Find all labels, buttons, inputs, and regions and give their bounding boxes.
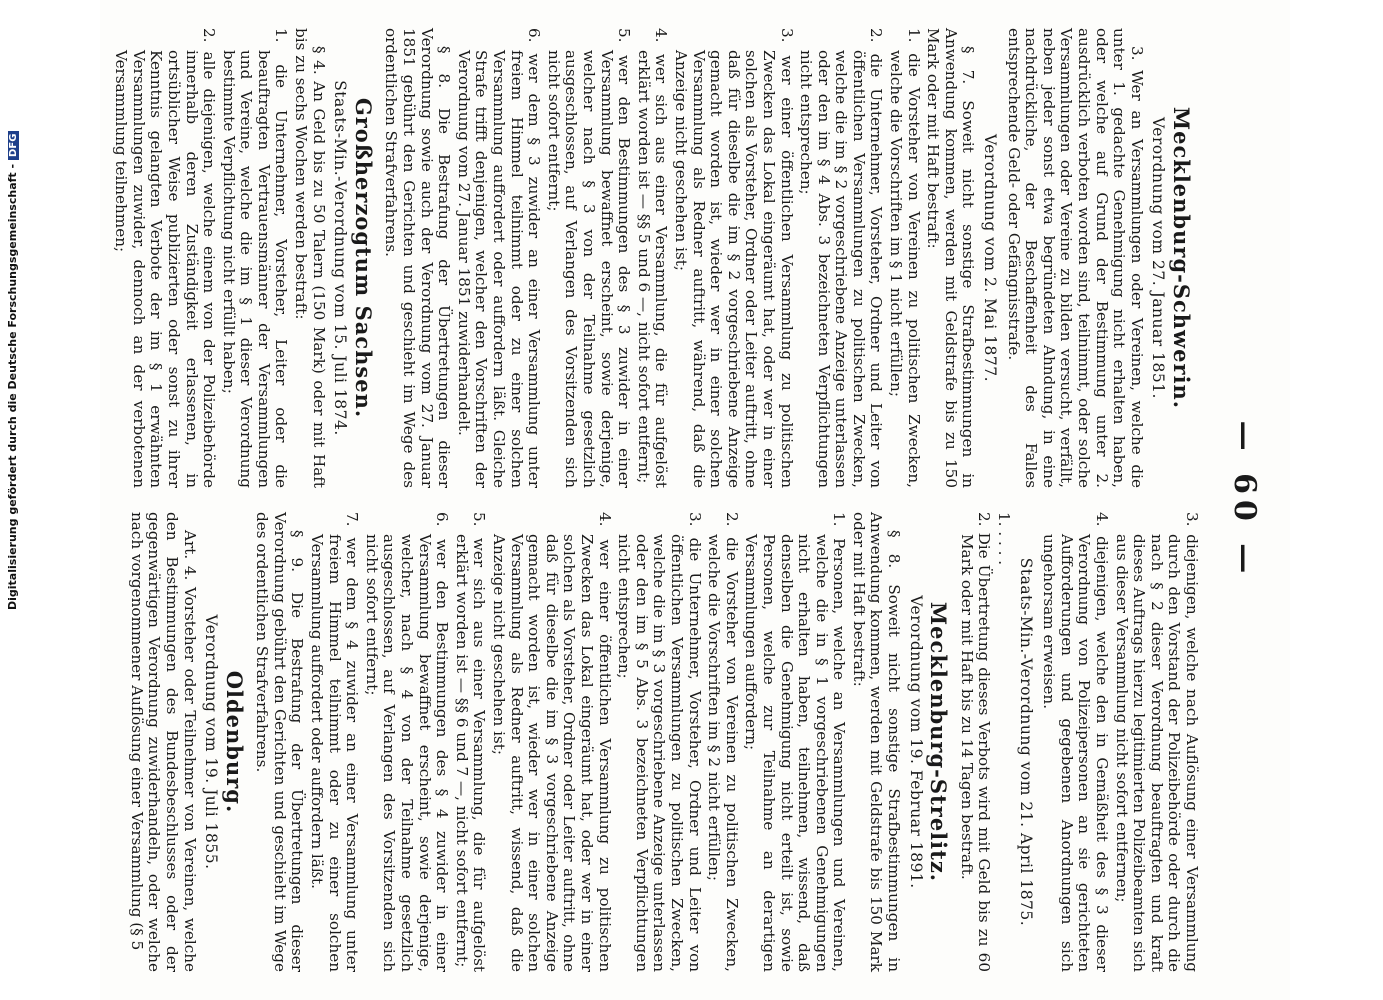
credit-text: Digitalisierung gefördert durch die Deutsche Forschungsgemeinschaft -: [6, 163, 19, 610]
section-heading: Oldenburg.: [221, 670, 247, 814]
regulation-date: Verordnung vom 2. Mai 1877.: [981, 133, 1000, 383]
list-item: 6. wer dem § 3 zuwider an einer Versammlung unter freiem Himmel teilnimmt oder zu einer solchen Versammlung auffordert oder auffordern läßt. Gleiche Strafe trifft denjenigen, welcher den Vorschriften der Verordnung vom 27. Januar 1851 zuwiderhandelt.: [454, 28, 544, 488]
paragraph: § 9. Die Bestrafung der Übertretungen dieser Verordnung gebührt den Gerichten und geschieht im Wege des ordentlichen Strafverfahrens.: [253, 512, 307, 972]
regulation-date: Staats-Min.-Verordnung vom 21. April 1875.: [1016, 557, 1035, 927]
list-item: 4. wer einer öffentlichen Versammlung zu politischen Zwecken das Lokal eingeräumt hat, oder wer in einer solchen als Vorsteher, Ordner oder Leiter auftritt, ohne daß für dieselbe die im § 3 vorgeschriebene Anzeige gemacht worden ist, wieder wer in einer solchen Versammlung als Redner auftritt, wissend, daß die Anzeige nicht geschehen ist;: [490, 512, 614, 972]
regulation-date: Verordnung vom 19. Februar 1891.: [906, 595, 925, 889]
section-heading: Mecklenburg-Schwerin.: [1169, 106, 1194, 410]
digitization-credit: [6, 131, 19, 610]
list-item: 5. wer sich aus einer Versammlung, die für aufgelöst erklärt worden ist — §§ 6 und 7 —, nicht sofort entfernt;: [452, 512, 489, 972]
dfg-logo: DFG: [8, 131, 19, 160]
regulation-date: Staats-Min.-Verordnung vom 15. Juli 1874.: [331, 80, 350, 436]
paragraph: § 8. Die Bestrafung der Übertretungen dieser Verordnung sowie auch der Verordnung vom 27. Januar 1851 gebührt den Gerichten und geschieht im Wege des ordentlichen Strafverfahrens.: [382, 28, 454, 488]
list-item: 3. wer einer öffentlichen Versammlung zu politischen Zwecken das Lokal eingeräumt hat, oder wer in einer solchen als Vorsteher, Ordner oder Leiter auftritt, ohne daß für dieselbe die im § 2 vorgeschriebene Anzeige gemacht worden ist, wieder wer in einer solchen Versammlung als Redner auftritt, während, daß die Anzeige nicht geschehen ist;: [671, 28, 796, 488]
section-heading: Großherzogtum Sachsen.: [350, 97, 376, 419]
left-column: [110, 28, 1200, 488]
list-item: 6. wer den Bestimmungen des § 4 zuwider in einer Versammlung bewaffnet erscheint, sowie derjenige, welcher, nach § 4 von der Teilnahme gesetzlich ausgeschlossen, auf Verlangen des Vorsitzenden sich nicht sofort entfernt;: [362, 512, 452, 972]
list-item: 2. alle diejenigen, welche einem von der Polizeibehörde innerhalb deren Zuständigkeit erlassenen, in ortsüblicher Weise publizierten oder sonst zu ihrer Kenntnis gelangten Verbote der im § 1 erwähnten Versammlungen zuwider, dennoch an der verbotenen Versammlung teilnehmen;: [112, 28, 219, 488]
list-item: 7. wer dem § 4 zuwider an einer Versammlung unter freiem Himmel teilnimmt oder zu einer solchen Versammlung auffordert oder auffordern läßt.: [308, 512, 362, 972]
list-item: 3. die Unternehmer, Vorsteher, Ordner und Leiter von öffentlichen Versammlungen zu politischen Zwecken, welche die im § 3 vorgeschriebene Anzeige unterlassen oder den im § 5 Abs. 3 bezeichneten Verpflichtungen nicht entsprechen;: [615, 512, 704, 972]
page-number: — 60 —: [1227, 420, 1262, 580]
paragraph: § 8. Soweit nicht sonstige Strafbestimmungen in Anwendung kommen, werden mit Geldstrafe bis 150 Mark oder mit Haft bestraft:: [849, 512, 904, 972]
list-item: 1. die Vorsteher von Vereinen zu politischen Zwecken, welche die Vorschriften im § 1 nicht erfüllen;: [887, 28, 923, 488]
list-item: 2. die Vorsteher von Vereinen zu politischen Zwecken, welche die Vorschriften im § 2 nicht erfüllen;: [705, 512, 741, 972]
paragraph: Art. 4. Vorsteher oder Teilnehmer von Vereinen, welche den Bestimmungen des Bundesbeschlusses oder der gegenwärtigen Verordnung zuwiderhandeln, oder welche nach vorgenommener Auflösung einer Versammlung (§ 5: [127, 512, 199, 972]
list-item: 1. die Unternehmer, Vorsteher, Leiter oder die beauftragten Vertrauensmänner der Versammlungen und Vereine, welche die im § 1 dieser Verordnung bestimmte Verpflichtung nicht erfüllt haben;: [219, 28, 291, 488]
paragraph: § 4. An Geld bis zu 50 Talern (150 Mark) oder mit Haft bis zu sechs Wochen werden bestraft:: [292, 28, 328, 488]
section-heading: Mecklenburg-Strelitz.: [926, 601, 952, 883]
regulation-date: Verordnung vom 19. Juli 1855.: [202, 614, 221, 870]
list-item: 1. . . . .: [995, 512, 1014, 566]
scanned-page: [100, 0, 1290, 1000]
list-item: 3. diejenigen, welche nach Auflösung einer Versammlung durch den Vorstand der Polizeibehörde oder durch die nach § 2 dieser Verordnung beauftragten und kraft dieses Auftrags hierzu legitimierten Polizeibeamten sich aus dieser Versammlung nicht sofort entfernen;: [1112, 512, 1201, 972]
list-item: 2. Die Übertretung dieses Verbots wird mit Geld bis zu 60 Mark oder mit Haft bis zu 14 Tagen bestraft.: [957, 512, 994, 972]
list-item: 1. Personen, welche an Versammlungen und Vereinen, welche die in § 1 vorgeschriebenen Genehmigungen nicht erhalten haben, teilnehmen, wissend, daß denselben die Genehmigung nicht erteilt ist, sowie Personen, welche zur Teilnahme an derartigen Versammlungen auffordern;: [742, 512, 849, 972]
regulation-date: Verordnung vom 27. Januar 1851.: [1149, 117, 1168, 399]
paragraph: § 7. Soweit nicht sonstige Strafbestimmungen in Anwendung kommen, werden mit Geldstrafe bis zu 150 Mark oder mit Haft bestraft:: [924, 28, 978, 488]
list-item: 5. wer den Bestimmungen des § 3 zuwider in einer Versammlung bewaffnet erscheint, sowie derjenige, welcher nach § 3 von der Teilnahme gesetzlich ausgeschlossen, auf Verlangen des Vorsitzenden sich nicht sofort entfernt;: [544, 28, 634, 488]
list-item: 4. diejenigen, welche den in Gemäßheit des § 3 dieser Verordnung von Polizeipersonen an sie gerichteten Aufforderungen und gegebenen Anordnungen sich ungehorsam erweisen.: [1040, 512, 1112, 972]
list-item: 2. die Unternehmer, Vorsteher, Ordner und Leiter von öffentlichen Versammlungen zu politischen Zwecken, welche die im § 2 vorgeschriebene Anzeige unterlassen oder den im § 4 Abs. 3 bezeichneten Verpflichtungen nicht entsprechen;: [797, 28, 886, 488]
right-column: [125, 512, 1200, 972]
list-item: 4. wer sich aus einer Versammlung, die für aufgelöst erklärt worden ist — §§ 5 und 6 —, nicht sofort entfernt;: [634, 28, 671, 488]
paragraph: 3. Wer an Versammlungen oder Vereinen, welche die unter 1. gedachte Genehmigung nicht erhalten haben, oder welche auf Grund der Bestimmung unter 2. ausdrücklich verboten worden sind, teilnimmt, oder solche Versammlungen oder Vereine zu bilden versucht, verfällt, neben jeder sonst etwa begründeten Ahndung, in eine nachdrückliche, der Beschaffenheit des Falles entsprechende Geld- oder Gefängnisstrafe.: [1004, 28, 1146, 488]
